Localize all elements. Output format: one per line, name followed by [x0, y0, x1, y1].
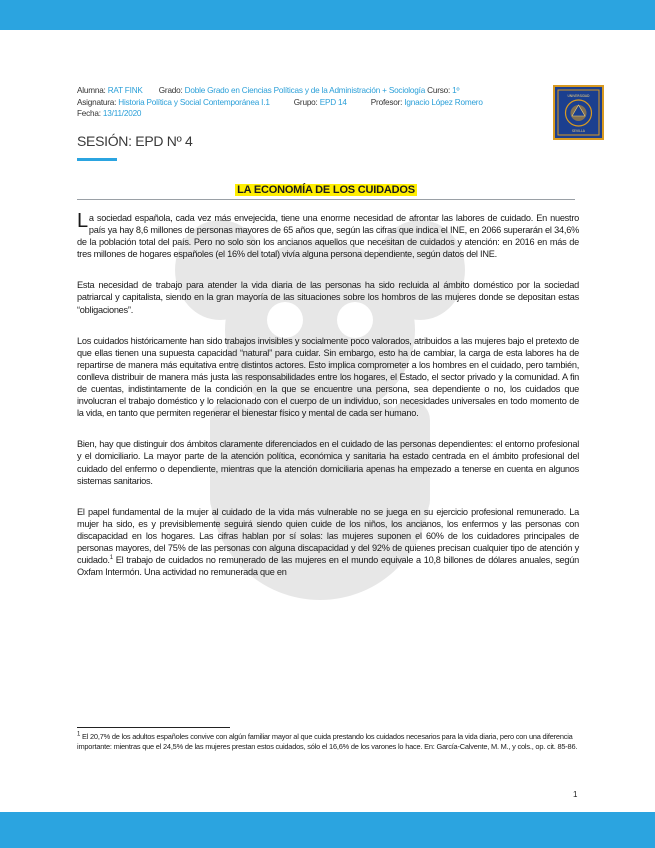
header-line-1 [77, 85, 547, 97]
top-color-bar [0, 0, 655, 30]
curso-label: Curso: [427, 86, 451, 95]
grupo-label: Grupo: [293, 97, 318, 107]
asignatura-label: Asignatura: [77, 97, 117, 107]
paragraph-2: Esta necesidad de trabajo para atender la vida diaria de las personas ha sido recluida al ámbito doméstico por la sociedad patriarcal y capitalista, siendo en la gran mayoría de las situaciones sobre los hombros de las mujeres donde se depositan estas “obligaciones”. [77, 280, 579, 315]
paragraph-5 [77, 506, 579, 579]
logo-bottom-text: SEVILLA [572, 129, 585, 133]
paragraph-5-text-b: El trabajo de cuidados no remunerado de las mujeres en el mundo equivale a 10,8 billones de dólares anuales, según Oxfam Intermón. Una actividad no remunerada que en [77, 555, 579, 578]
grupo-value: EPD 14 [319, 97, 347, 107]
footnote-reference[interactable]: 1 [109, 555, 113, 561]
document-header [77, 85, 547, 120]
session-underline [77, 158, 117, 161]
title-divider [77, 199, 575, 200]
fecha-label: Fecha: [77, 109, 101, 118]
grado-label: Grado: [158, 86, 183, 95]
profesor-label: Profesor: [370, 97, 403, 107]
bottom-color-bar [0, 812, 655, 848]
footnote-marker: 1 [77, 731, 81, 738]
alumna-label: Alumna: [77, 86, 106, 95]
paragraph-3: Los cuidados históricamente han sido trabajos invisibles y socialmente poco valorados, atribuidos a las mujeres bajo el pretexto de que ellas tienen una supuesta capacidad “natural” para cuidar. Sin embargo, esto ha de cambiar, la carga de esta labores ha de repartirse de manera más equitativa entre distintos actores. Esto implica comprometer a los hombres en el cuidado, pero también, conlleva distribuir de manera más justa las responsabilidades entre los hogares, el Estado, el sector privado y la comunidad. A fin de cuentas, indistintamente de la condición en la que se encuentre una persona, sea dependiente o no, los cuidados que involucran el trabajo doméstico y lo relacionado con el cuerpo de un individuo, son necesidades universales en todo momento de la vida, en tanto que permiten regenerar el bienestar físico y mental de cada ser humano. [77, 335, 579, 419]
profesor-value: Ignacio López Romero [404, 97, 483, 107]
session-heading: SESIÓN: EPD Nº 4 [77, 133, 193, 149]
fecha-value: 13/11/2020 [102, 109, 142, 118]
asignatura-value: Historia Política y Social Contemporánea I.1 [118, 97, 270, 107]
footnote-text: El 20,7% de los adultos españoles convive con algún familiar mayor al que cuida prestando los cuidados necesarios para la vida diaria, pero con una diferencia importante: mientras que el 24,5% de las mujeres prestan estos cuidados, sólo el 16,6% de los varones lo hace. En: García-Calvente, M. M., y cols., op. cit. 85-86. [77, 732, 578, 752]
document-body [77, 212, 579, 597]
header-line-3 [77, 108, 547, 120]
paragraph-4: Bien, hay que distinguir dos ámbitos claramente diferenciados en el cuidado de las personas dependientes: el entorno profesional y el domiciliario. La mayor parte de la atención política, económica y sanitaria ha estado centrada en el ámbito profesional del cuidado del enfermo o dependiente, mientras que la atención domiciliaria apenas ha empezado a tenerse en cuenta en algunos sistemas sanitarios. [77, 439, 579, 486]
grado-value: Doble Grado en Ciencias Políticas y de la Administración + Sociología [184, 86, 426, 95]
alumna-value: RAT FINK [107, 86, 143, 95]
footnote [77, 732, 579, 753]
paragraph-5-text-a: El papel fundamental de la mujer al cuidado de la vida más vulnerable no se juega en su ejercicio profesional remunerado. La mujer ha sido, es y previsiblemente seguirá siendo quien cuide de los niños, los ancianos, los enfermos y las personas con discapacidad en los hogares. Las cifras hablan por sí solas: las mujeres suponen el 60% de los cuidadores principales de personas mayores, del 75% de las personas con alguna discapacidad y del 92% de quienes precisan cualquier tipo de atención y cuidado. [77, 506, 579, 566]
paragraph-1 [77, 212, 579, 260]
university-seal-logo [553, 85, 604, 140]
page-number: 1 [573, 790, 578, 799]
title-container [77, 180, 575, 198]
footnote-separator [77, 727, 230, 728]
curso-value: 1º [452, 86, 460, 95]
header-line-2 [77, 97, 547, 109]
paragraph-1-text: a sociedad española, cada vez más envejecida, tiene una enorme necesidad de afrontar las labores de cuidado. En nuestro país ya hay 8,6 millones de personas mayores de 65 años que, según las cifras que indica el INE, en 2066 superarán el 34,6% de la población total del país. Pero no solo son los ancianos aquellos que necesitan de cuidados y atención: en 2016 en más de tres millones de hogares españoles (el 16% del total) vivía alguna persona dependiente, según datos del INE. [77, 213, 579, 260]
document-title: LA ECONOMÍA DE LOS CUIDADOS [237, 184, 415, 196]
logo-top-text: UNIVERSIDAD [567, 94, 590, 98]
drop-cap: L [77, 210, 88, 232]
